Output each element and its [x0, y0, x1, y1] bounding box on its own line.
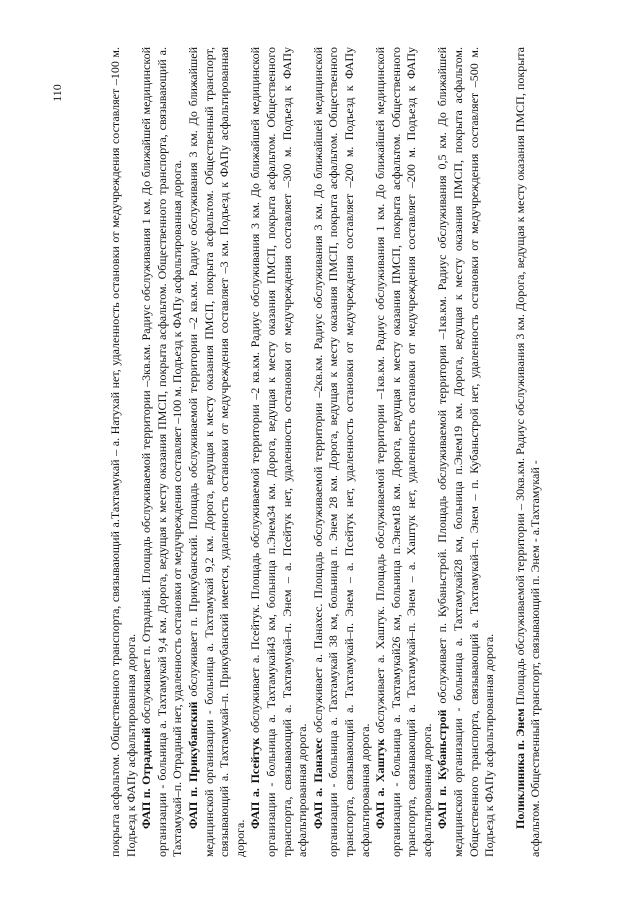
- paragraph-fap-panakhes: [311, 47, 373, 857]
- page-number: 110: [50, 84, 64, 102]
- paragraph-text: Площадь обслуживаемой территории – 30кв.км. Радиус обслуживания 3 км. Дорога, ведущая к месту оказания ПМСП, покрыта асфальтом. Общественный транспорт, связывающий п. Энем - а.Тахтамукай -: [512, 47, 543, 857]
- paragraph-continuation: [108, 47, 139, 857]
- rotated-page-content: [50, 47, 590, 857]
- paragraph-text: обслуживает п. Прикубанский. Площадь обслуживаемой территории –2 кв.км. Радиус обслуживания 3 км. До ближайшей медицинской организации - больница а. Тахтамукай 9,2 км. Дорога, ведущая к месту оказания ПМСП, покрыта асфальтом. Общественный транспорт, связывающий а. Тахтамукай–п. Прикубанский имеется, удаленность остановки от медучреждения составляет –3 км. Подъезд к ФАПу асфальтированная дорога.: [185, 47, 247, 857]
- paragraph-title: ФАП п. Кубаньстрой: [435, 709, 450, 829]
- paragraph-text: покрыта асфальтом. Общественного транспорта, связывающий а.Тахтамукай – а. Натухай нет, удаленность остановки от медучреждения составляет –100 м. Подъезд к ФАПу асфальтированная дорога.: [108, 47, 138, 857]
- paragraph-fap-khashtuk: [373, 47, 435, 857]
- paragraph-fap-pseytuk: [248, 47, 310, 857]
- paragraph-fap-otradny: [139, 47, 186, 857]
- paragraph-title: ФАП а. Псейтук: [248, 737, 263, 829]
- paragraph-text: обслуживает п. Кубаньстрой. Площадь обслуживаемой территории –1кв.км. Радиус обслуживания 0,5 км. До ближайшей медицинской организации - больница а. Тахтамукай28 км, больница п.Энем19 км. Дорога, ведущая к месту оказания ПМСП, покрыта асфальтом. Общественного транспорта, связывающий а. Тахтамукай–п. Энем – п. Кубаньстрой нет, удаленность остановки от медучреждения составляет –500 м. Подъезд к ФАПу асфальтированная дорога.: [435, 47, 497, 857]
- paragraph-fap-prikubansky: [186, 47, 248, 857]
- paragraph-title: Поликлиника п. Энем: [512, 708, 527, 829]
- document-body: [108, 47, 588, 857]
- paragraph-text: обслуживает а. Хаштук. Площадь обслуживаемой территории –1кв.км. Радиус обслуживания 1 км. До ближайшей медицинской организации - больница а. Тахтамукай26 км, больница п.Энем18 км. Дорога, ведущая к месту оказания ПМСП, покрыта асфальтом. Общественного транспорта, связывающий а. Тахтамукай–п. Энем – а. Хаштук нет, удаленность остановки от медучреждения составляет –200 м. Подъезд к ФАПу асфальтированная дорога.: [373, 47, 434, 857]
- paragraph-text: обслуживает а. Панахес. Площадь обслуживаемой территории –2кв.км. Радиус обслуживания 3 км. До ближайшей медицинской организации - больница а. Тахтамукай 38 км, больница п. Энем 28 км. Дорога, ведущая к месту оказания ПМСП, покрыта асфальтом. Общественного транспорта, связывающий а. Тахтамукай–п. Энем – а. Псейтук нет, удаленность остановки от медучреждения составляет –200 м. Подъезд к ФАПу асфальтированная дорога.: [310, 47, 372, 857]
- paragraph-polyclinic-enem: [513, 47, 544, 857]
- paragraph-text: обслуживает п. Отрадный. Площадь обслуживаемой территории –3кв.км. Радиус обслуживания 1 км. До ближайшей медицинской организации - больница а. Тахтамукай 9,4 км. Дорога, ведущая к месту оказания ПМСП, покрыта асфальтом. Общественного транспорта, связывающий а. Тахтамукай–п. Отрадный нет, удаленность остановки от медучреждения составляет –100 м. Подъезд к ФАПу асфальтированная дорога.: [139, 47, 185, 857]
- paragraph-fap-kubanstroy: [435, 47, 497, 857]
- paragraph-title: ФАП п. Прикубанский: [185, 701, 200, 829]
- paragraph-text: обслуживает а. Псейтук. Площадь обслуживаемой территории –2 кв.км. Радиус обслуживания 3 км. До ближайшей медицинской организации - больница а. Тахтамукай43 км, больница п.Энем34 км. Дорога, ведущая к месту оказания ПМСП, покрыта асфальтом. Общественного транспорта, связывающий а. Тахтамукай–п. Энем – а. Псейтук нет, удаленность остановки от медучреждения составляет –300 м. Подъезд к ФАПу асфальтированная дорога.: [248, 47, 310, 857]
- paragraph-title: ФАП а. Панахес: [310, 737, 325, 829]
- paragraph-title: ФАП п. Отрадный: [139, 727, 154, 829]
- paragraph-title: ФАП а. Хаштук: [373, 738, 388, 829]
